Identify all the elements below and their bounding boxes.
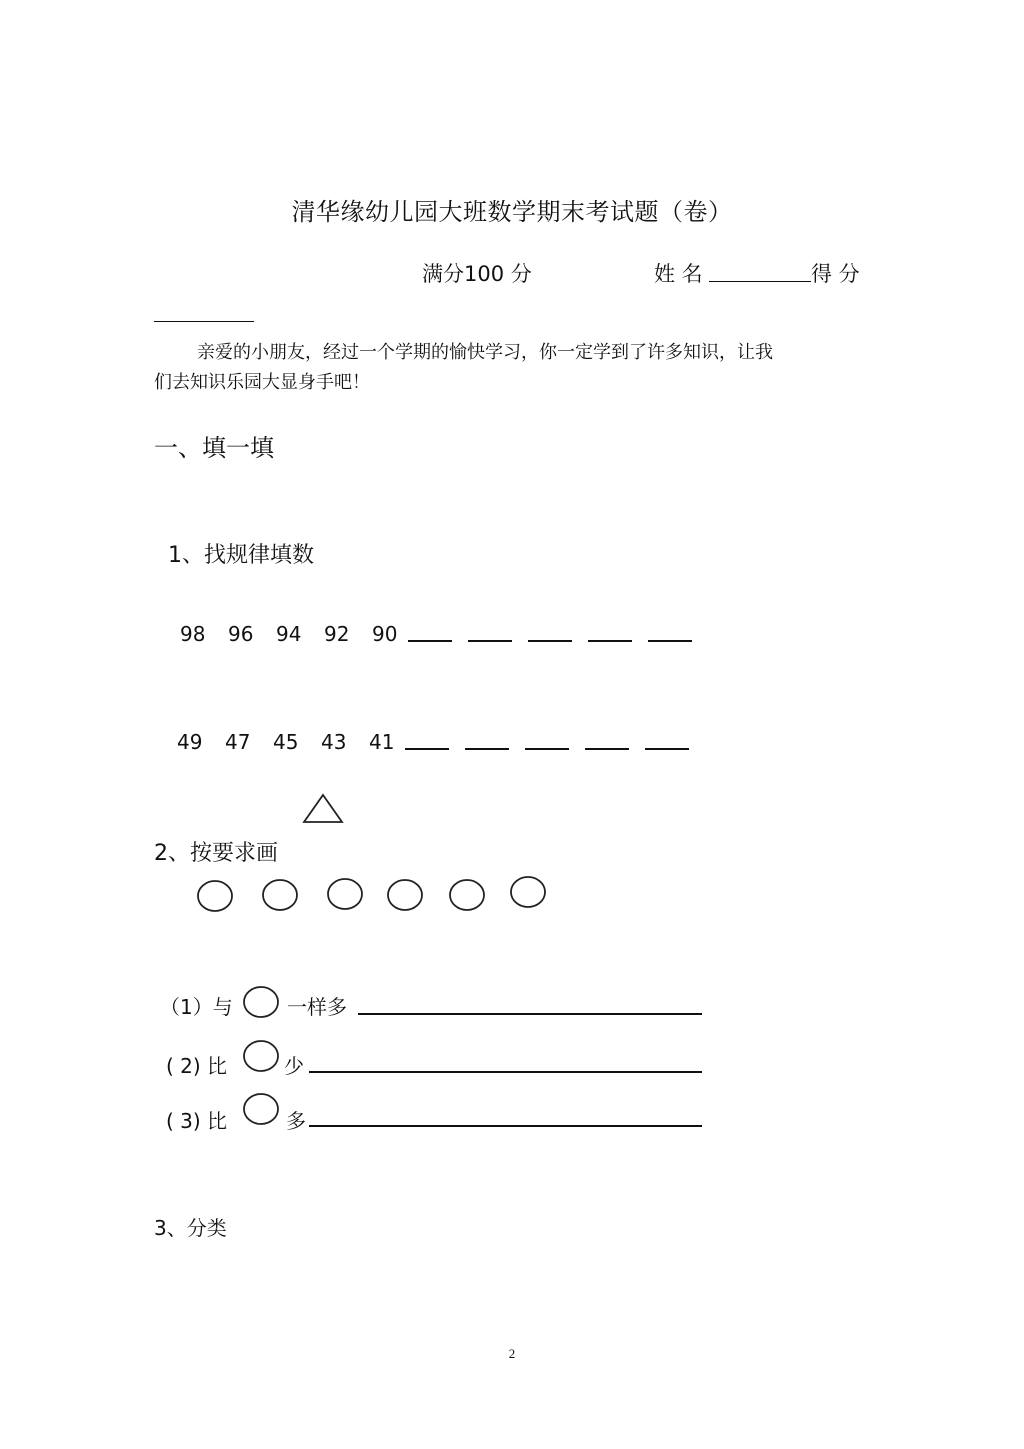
answer-blank[interactable] [468, 640, 512, 642]
circle-icon [388, 880, 422, 910]
score-label: 得 分 [811, 262, 860, 286]
circle-icon [243, 1093, 281, 1127]
circle-icon [198, 881, 232, 911]
sequence-number: 92 [324, 622, 350, 646]
answer-blank[interactable] [528, 640, 572, 642]
subquestion-3-suffix: 多 [286, 1109, 306, 1133]
circle-icon [263, 880, 297, 910]
full-score-label: 满分100 分 [422, 262, 532, 286]
circle-icon [511, 877, 545, 907]
sequence-number: 43 [321, 730, 347, 754]
intro-text-line-2: 们去知识乐园大显身手吧！ [154, 372, 370, 393]
circle-icon [243, 986, 281, 1020]
section-1-heading: 一、填一填 [154, 434, 274, 462]
subquestion-3-prefix: ( 3) 比 [166, 1109, 228, 1133]
name-label: 姓 名 [654, 262, 703, 286]
answer-blank[interactable] [408, 640, 452, 642]
sequence-number: 98 [180, 622, 206, 646]
answer-blank[interactable] [465, 748, 509, 750]
subquestion-2-suffix: 少 [284, 1054, 304, 1078]
answer-blank[interactable] [405, 748, 449, 750]
question-1-heading: 1、找规律填数 [168, 543, 314, 568]
sequence-number: 49 [177, 730, 203, 754]
question-2-heading: 2、按要求画 [154, 841, 278, 866]
answer-line[interactable] [358, 1013, 702, 1015]
circle-icon [450, 880, 484, 910]
sequence-row-2 [177, 730, 705, 754]
sequence-number: 94 [276, 622, 302, 646]
page-title: 清华缘幼儿园大班数学期末考试题（卷） [291, 198, 733, 226]
answer-blank[interactable] [648, 640, 692, 642]
answer-blank[interactable] [585, 748, 629, 750]
sequence-number: 90 [372, 622, 398, 646]
sequence-number: 47 [225, 730, 251, 754]
answer-blank[interactable] [645, 748, 689, 750]
sequence-number: 96 [228, 622, 254, 646]
score-blank-line[interactable] [154, 321, 254, 322]
circle-icon [328, 879, 362, 909]
sequence-number: 41 [369, 730, 395, 754]
sequence-number: 45 [273, 730, 299, 754]
triangle-icon [303, 794, 343, 824]
subquestion-2-prefix: ( 2) 比 [166, 1054, 228, 1078]
name-blank-line[interactable] [709, 281, 811, 282]
answer-blank[interactable] [525, 748, 569, 750]
intro-text-line-1: 亲爱的小朋友，经过一个学期的愉快学习，你一定学到了许多知识，让我 [197, 342, 773, 363]
page-number: 2 [508, 1346, 516, 1361]
sequence-row-1 [180, 622, 708, 646]
answer-line[interactable] [309, 1071, 702, 1073]
circles-row [196, 876, 556, 916]
answer-line[interactable] [309, 1125, 702, 1127]
subquestion-1-prefix: （1）与 [160, 995, 233, 1019]
subquestion-1-suffix: 一样多 [287, 995, 347, 1019]
answer-blank[interactable] [588, 640, 632, 642]
circle-icon [243, 1040, 281, 1074]
question-3-heading: 3、分类 [154, 1216, 227, 1240]
